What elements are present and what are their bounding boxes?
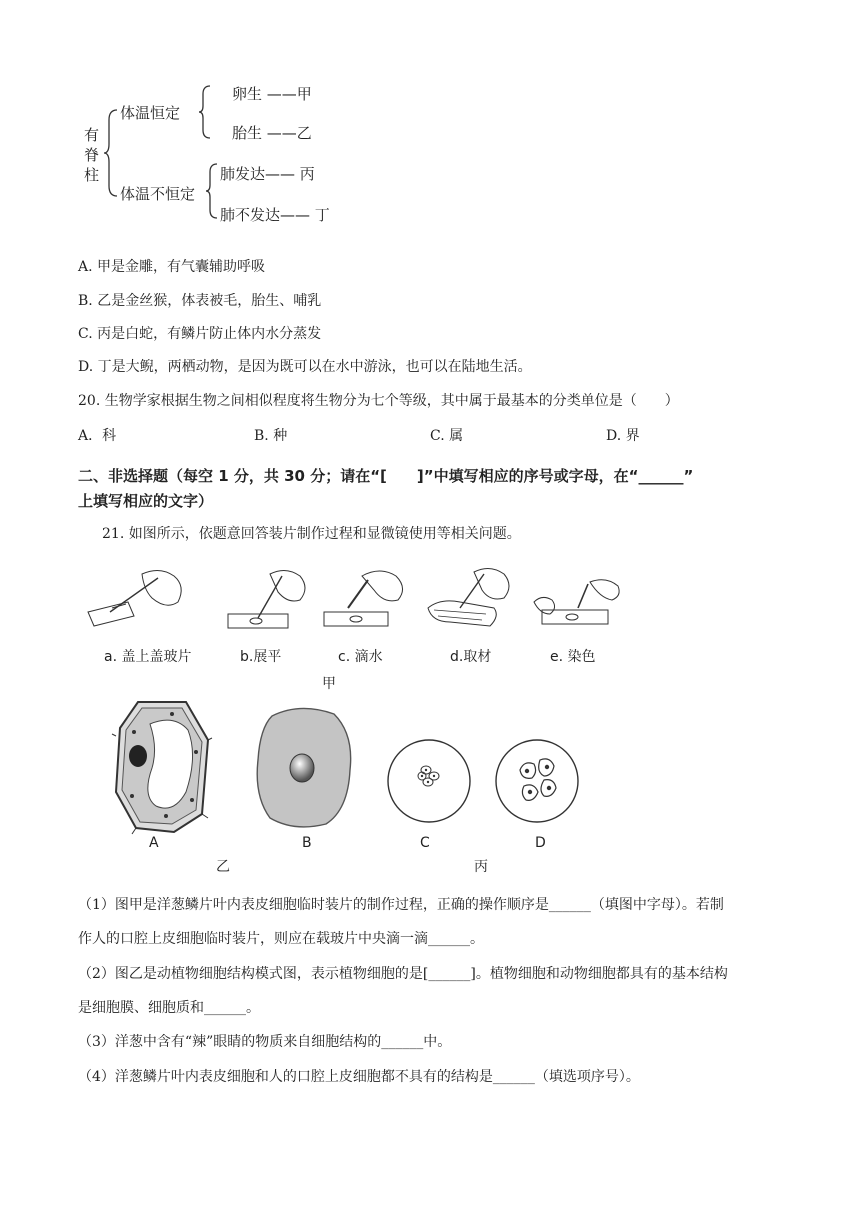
q19-option-c[interactable]: C. 丙是白蛇，有鳞片防止体内水分蒸发 [78,326,322,342]
step-c-label: c. 滴水 [338,649,383,665]
cell-label-c: C [420,835,430,851]
q21-sub1-line1: （1）图甲是洋葱鳞片叶内表皮细胞临时装片的制作过程，正确的操作顺序是______（填图中字母）。若制 [78,897,724,913]
step-d-illustration [420,568,520,634]
step-b-label: b.展平 [240,649,282,665]
q19-option-d[interactable]: D. 丁是大鲵，两栖动物，是因为既可以在水中游泳，也可以在陆地生活。 [78,359,532,375]
step-e-label: e. 染色 [550,649,596,665]
q21-sub1-line2: 作人的口腔上皮细胞临时装片，则应在载玻片中央滴一滴______。 [78,931,484,947]
step-c-illustration [318,568,414,634]
field-of-view-d [494,738,580,824]
step-a-illustration [82,568,192,630]
q21-sub3: （3）洋葱中含有“辣”眼睛的物质来自细胞结构的______中。 [78,1034,452,1050]
cell-label-b: B [302,835,312,851]
cell-label-a: A [149,835,159,851]
figure-jia-caption: 甲 [322,676,336,692]
step-e-illustration [532,580,624,636]
step-b-illustration [220,568,310,634]
key-brace-warm [198,84,214,140]
animal-cell-illustration [254,706,354,830]
field-of-view-c [386,738,472,824]
q20-option-d[interactable]: D. 界 [606,428,640,444]
cell-label-d: D [535,835,546,851]
q21-sub2-line2: 是细胞膜、细胞质和______。 [78,1000,260,1016]
step-d-label: d.取材 [450,649,492,665]
q21-sub4: （4）洋葱鳞片叶内表皮细胞和人的口腔上皮细胞都不具有的结构是______（填选项序号）。 [78,1069,640,1085]
key-branch-cold: 体温不恒定 [120,185,196,203]
figure-yi-caption: 乙 [216,859,230,875]
q21-sub2-line1: （2）图乙是动植物细胞结构模式图，表示植物细胞的是[______]。植物细胞和动物细胞都具有的基本结构 [78,966,728,982]
key-leaf-ding: 肺不发达—— 丁 [220,206,330,224]
key-brace-cold [205,162,221,220]
q19-option-a[interactable]: A. 甲是金雕，有气囊辅助呼吸 [78,259,266,275]
figure-bing-caption: 丙 [474,859,488,875]
q20-option-b[interactable]: B. 种 [254,428,288,444]
key-leaf-yi: 胎生 ——乙 [232,124,312,142]
q20-option-c[interactable]: C. 属 [430,428,464,444]
plant-cell-illustration [112,696,212,836]
q21-stem: 21. 如图所示，依题意回答装片制作过程和显微镜使用等相关问题。 [102,526,521,542]
key-branch-warm: 体温恒定 [120,104,181,122]
key-root-label: 有脊柱 [84,126,100,184]
key-leaf-bing: 肺发达—— 丙 [220,165,315,183]
key-leaf-jia: 卵生 ——甲 [232,85,312,103]
q20-stem: 20. 生物学家根据生物之间相似程度将生物分为七个等级，其中属于最基本的分类单位是（ ） [78,393,679,409]
q20-option-a[interactable]: A．科 [78,428,117,444]
section2-heading-line2: 上填写相应的文字） [78,492,214,510]
q19-option-b[interactable]: B. 乙是金丝猴，体表被毛，胎生、哺乳 [78,293,322,309]
section2-heading-line1: 二、非选择题（每空 1 分，共 30 分；请在“[ ]”中填写相应的序号或字母，在“______” [78,467,694,485]
step-a-label: a. 盖上盖玻片 [104,649,192,665]
